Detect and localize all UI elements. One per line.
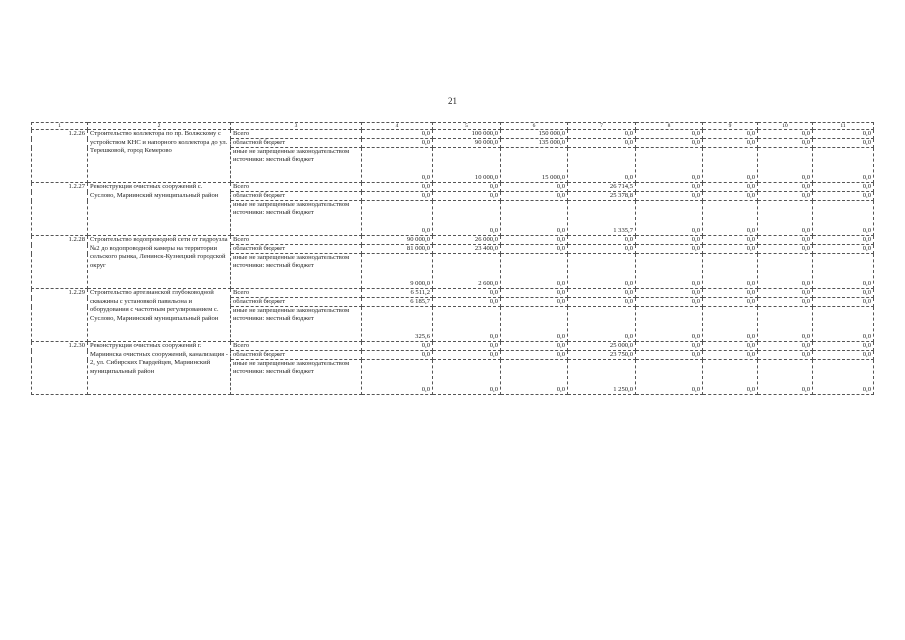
funding-value: 0,0 (703, 289, 758, 298)
funding-value: 0,0 (568, 139, 636, 148)
item-name: Строительство водопроводной сети от гидроузла №2 до водопроводной камеры на территории сельского рынка, Ленинск-Кузнецкий городской округ (88, 236, 231, 289)
funding-value: 0,0 (636, 201, 703, 236)
funding-value: 0,0 (813, 245, 874, 254)
item-code: 1.2.29 (32, 289, 88, 342)
funding-value: 0,0 (813, 130, 874, 139)
funding-value: 0,0 (758, 245, 813, 254)
funding-value: 0,0 (636, 289, 703, 298)
funding-value: 0,0 (501, 183, 568, 192)
funding-value: 0,0 (362, 130, 433, 139)
funding-value: 81 000,0 (362, 245, 433, 254)
funding-source-label: Всего (231, 342, 362, 351)
column-number-row (32, 123, 874, 130)
funding-value: 0,0 (703, 192, 758, 201)
funding-value: 0,0 (433, 192, 501, 201)
funding-value: 0,0 (501, 289, 568, 298)
funding-value: 100 000,0 (433, 130, 501, 139)
column-number: 9 (703, 123, 758, 130)
funding-value: 0,0 (568, 289, 636, 298)
funding-value: 0,0 (636, 245, 703, 254)
funding-value: 150 000,0 (501, 130, 568, 139)
funding-source-label: иные не запрещенные законодательством источники: местный бюджет (231, 307, 362, 342)
funding-value: 0,0 (758, 148, 813, 183)
funding-value: 0,0 (636, 342, 703, 351)
funding-value: 0,0 (501, 360, 568, 395)
funding-value: 0,0 (813, 139, 874, 148)
item-name: Реконструкция очистных сооружений г. Мариинска очистных сооружений, канализация - 2, ул. Сибирских Гвардейцев, Мариинский муниципальный район (88, 342, 231, 395)
funding-value: 0,0 (433, 342, 501, 351)
funding-value: 0,0 (813, 298, 874, 307)
funding-source-label: Всего (231, 289, 362, 298)
funding-value: 0,0 (758, 236, 813, 245)
funding-value: 0,0 (758, 289, 813, 298)
funding-value: 0,0 (758, 307, 813, 342)
funding-value: 0,0 (433, 201, 501, 236)
item-name: Строительство артезианской глубоководной скважины с установкой павильона и оборудования с частотным регулированием с. Суслово, Мариинский муниципальный район (88, 289, 231, 342)
funding-source-label: областной бюджет (231, 351, 362, 360)
funding-value: 135 000,0 (501, 139, 568, 148)
funding-value: 0,0 (568, 245, 636, 254)
funding-value: 0,0 (362, 183, 433, 192)
funding-value: 0,0 (758, 351, 813, 360)
funding-value: 0,0 (703, 307, 758, 342)
item-code: 1.2.27 (32, 183, 88, 236)
funding-value: 0,0 (813, 183, 874, 192)
funding-value: 0,0 (636, 360, 703, 395)
funding-value: 0,0 (703, 139, 758, 148)
funding-value: 0,0 (433, 307, 501, 342)
funding-value: 0,0 (501, 236, 568, 245)
funding-source-label: областной бюджет (231, 192, 362, 201)
funding-value: 1 335,7 (568, 201, 636, 236)
funding-value: 25 378,8 (568, 192, 636, 201)
funding-value: 0,0 (568, 236, 636, 245)
funding-value: 0,0 (501, 201, 568, 236)
funding-value: 6 511,2 (362, 289, 433, 298)
funding-value: 0,0 (636, 139, 703, 148)
funding-value: 0,0 (433, 289, 501, 298)
funding-value: 0,0 (568, 254, 636, 289)
funding-value: 0,0 (703, 130, 758, 139)
funding-value: 0,0 (813, 342, 874, 351)
funding-source-label: иные не запрещенные законодательством источники: местный бюджет (231, 254, 362, 289)
budget-table (31, 122, 874, 395)
funding-source-label: Всего (231, 130, 362, 139)
funding-value: 0,0 (501, 298, 568, 307)
funding-source-label: областной бюджет (231, 139, 362, 148)
funding-value: 26 714,5 (568, 183, 636, 192)
funding-value: 0,0 (813, 236, 874, 245)
funding-value: 0,0 (758, 342, 813, 351)
funding-value: 0,0 (758, 192, 813, 201)
table-row (32, 183, 874, 192)
item-code: 1.2.28 (32, 236, 88, 289)
funding-source-label: областной бюджет (231, 298, 362, 307)
funding-value: 25 000,0 (568, 342, 636, 351)
column-number: 5 (433, 123, 501, 130)
funding-source-label: Всего (231, 183, 362, 192)
funding-value: 6 185,7 (362, 298, 433, 307)
funding-value: 0,0 (703, 183, 758, 192)
funding-value: 90 000,0 (433, 139, 501, 148)
funding-value: 0,0 (501, 192, 568, 201)
funding-value: 0,0 (703, 298, 758, 307)
table-row (32, 342, 874, 351)
column-number: 3 (231, 123, 362, 130)
funding-value: 0,0 (703, 351, 758, 360)
column-number: 7 (568, 123, 636, 130)
column-number: 8 (636, 123, 703, 130)
funding-value: 325,6 (362, 307, 433, 342)
funding-value: 0,0 (813, 201, 874, 236)
table-row (32, 130, 874, 139)
item-code: 1.2.26 (32, 130, 88, 183)
column-number: 4 (362, 123, 433, 130)
funding-value: 23 400,0 (433, 245, 501, 254)
funding-value: 0,0 (501, 351, 568, 360)
funding-value: 0,0 (758, 130, 813, 139)
funding-value: 15 000,0 (501, 148, 568, 183)
funding-value: 2 600,0 (433, 254, 501, 289)
funding-value: 90 000,0 (362, 236, 433, 245)
funding-value: 0,0 (568, 298, 636, 307)
funding-value: 10 000,0 (433, 148, 501, 183)
funding-value: 0,0 (501, 342, 568, 351)
funding-value: 0,0 (362, 192, 433, 201)
funding-value: 0,0 (703, 360, 758, 395)
page-number: 21 (448, 96, 457, 106)
funding-value: 0,0 (362, 342, 433, 351)
funding-value: 0,0 (813, 351, 874, 360)
column-number: 2 (88, 123, 231, 130)
funding-value: 0,0 (568, 148, 636, 183)
column-number: 10 (758, 123, 813, 130)
funding-source-label: иные не запрещенные законодательством источники: местный бюджет (231, 148, 362, 183)
funding-value: 0,0 (362, 201, 433, 236)
funding-value: 0,0 (813, 192, 874, 201)
funding-value: 0,0 (758, 360, 813, 395)
funding-value: 0,0 (703, 254, 758, 289)
funding-value: 0,0 (758, 139, 813, 148)
funding-value: 0,0 (703, 201, 758, 236)
item-name: Строительство коллектора по пр. Волжскому с устройством КНС и напорного коллектора до ул. Терешковой, город Кемерово (88, 130, 231, 183)
funding-value: 0,0 (568, 307, 636, 342)
funding-value: 0,0 (813, 307, 874, 342)
funding-value: 0,0 (636, 183, 703, 192)
funding-value: 0,0 (362, 139, 433, 148)
funding-source-label: иные не запрещенные законодательством источники: местный бюджет (231, 201, 362, 236)
funding-value: 0,0 (636, 236, 703, 245)
funding-value: 0,0 (703, 148, 758, 183)
item-code: 1.2.30 (32, 342, 88, 395)
funding-value: 0,0 (362, 148, 433, 183)
funding-value: 0,0 (703, 236, 758, 245)
funding-value: 0,0 (813, 360, 874, 395)
funding-value: 0,0 (703, 342, 758, 351)
funding-value: 1 250,0 (568, 360, 636, 395)
funding-value: 0,0 (501, 254, 568, 289)
funding-value: 0,0 (636, 298, 703, 307)
funding-value: 0,0 (636, 130, 703, 139)
funding-value: 0,0 (362, 360, 433, 395)
funding-value: 0,0 (758, 183, 813, 192)
column-number: 1 (32, 123, 88, 130)
funding-value: 0,0 (433, 360, 501, 395)
funding-value: 0,0 (636, 192, 703, 201)
funding-value: 0,0 (568, 130, 636, 139)
table-row (32, 236, 874, 245)
funding-value: 0,0 (501, 245, 568, 254)
funding-value: 0,0 (636, 148, 703, 183)
funding-value: 0,0 (813, 289, 874, 298)
funding-value: 0,0 (813, 148, 874, 183)
column-number: 6 (501, 123, 568, 130)
table-row (32, 289, 874, 298)
funding-value: 0,0 (758, 254, 813, 289)
item-name: Реконструкция очистных сооружений с. Суслово, Мариинский муниципальный район (88, 183, 231, 236)
funding-value: 0,0 (501, 307, 568, 342)
funding-value: 0,0 (636, 351, 703, 360)
funding-source-label: иные не запрещенные законодательством источники: местный бюджет (231, 360, 362, 395)
funding-value: 23 750,0 (568, 351, 636, 360)
funding-source-label: Всего (231, 236, 362, 245)
funding-value: 9 000,0 (362, 254, 433, 289)
funding-source-label: областной бюджет (231, 245, 362, 254)
funding-value: 0,0 (758, 298, 813, 307)
funding-value: 0,0 (703, 245, 758, 254)
funding-value: 0,0 (433, 183, 501, 192)
funding-value: 0,0 (433, 351, 501, 360)
column-number: 11 (813, 123, 874, 130)
funding-value: 0,0 (813, 254, 874, 289)
funding-value: 0,0 (433, 298, 501, 307)
funding-value: 26 000,0 (433, 236, 501, 245)
funding-value: 0,0 (362, 351, 433, 360)
funding-value: 0,0 (636, 307, 703, 342)
funding-value: 0,0 (636, 254, 703, 289)
funding-value: 0,0 (758, 201, 813, 236)
